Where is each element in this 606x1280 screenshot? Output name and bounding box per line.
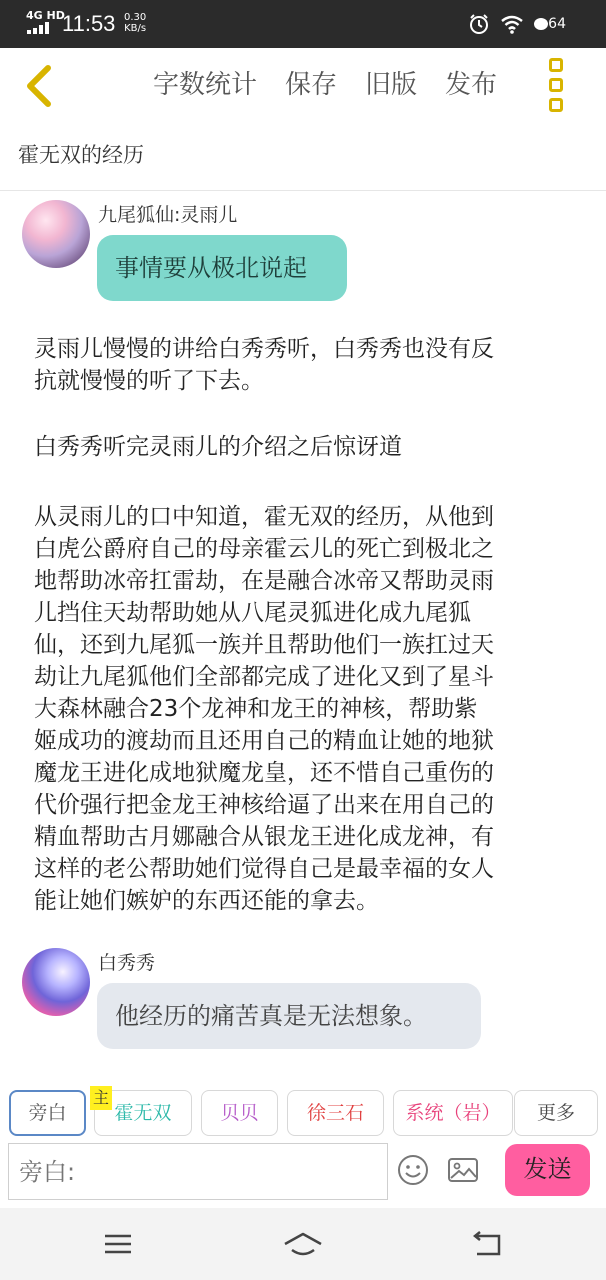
status-bar (0, 0, 606, 48)
chat-bubble[interactable]: 他经历的痛苦真是无法想象。 (97, 983, 481, 1049)
speed-value: 0.30 (124, 12, 147, 23)
battery-icon (534, 16, 566, 32)
back-nav-icon[interactable] (467, 1228, 507, 1260)
character-selector (0, 1086, 606, 1142)
narration-text[interactable]: 从灵雨儿的口中知道，霍无双的经历，从他到 白虎公爵府自己的母亲霍云儿的死亡到极北之 地帮助冰帝扛雷劫，在是融合冰帝又帮助灵雨 儿挡住天劫帮助她从八尾灵狐进化成九尾狐 仙，还到九尾狐一族并且帮助他们一族扛过天 劫让九尾狐他们全部都完成了进化又到了星斗 大森林融合23个龙神和龙王的神核，帮助紫 姬成功的渡劫而且还用自己的精血让她的地狱 魔龙王进化成地狱魔龙皇，还不惜自己重伤的 代价强行把金龙王神核给逼了出来在用自己的 精血帮助古月娜融合从银龙王进化成龙神，有 这样的老公帮助她们觉得自己是最幸福的女人 能让她们嫉妒的东西还能的拿去。 (34, 504, 494, 914)
narration-text[interactable]: 白秀秀听完灵雨儿的介绍之后惊讶道 (34, 434, 402, 460)
character-chip-beibei[interactable]: 贝贝 (201, 1090, 278, 1136)
word-count-button[interactable]: 字数统计 (153, 70, 258, 100)
send-button[interactable]: 发送 (505, 1144, 590, 1196)
divider (0, 190, 606, 191)
signal-icon (27, 22, 53, 34)
editor-toolbar (0, 48, 606, 128)
back-button[interactable] (20, 60, 60, 112)
chat-bubble[interactable]: 事情要从极北说起 (97, 235, 347, 301)
more-menu-icon[interactable] (546, 58, 568, 116)
old-version-button[interactable]: 旧版 (365, 70, 418, 100)
message-input[interactable] (8, 1143, 388, 1200)
wifi-icon (500, 14, 524, 34)
system-nav-bar (0, 1208, 606, 1280)
emoji-icon[interactable] (395, 1152, 431, 1188)
network-type: 4G HD (26, 9, 65, 22)
menu-icon[interactable] (99, 1228, 139, 1260)
image-icon[interactable] (445, 1152, 481, 1188)
character-chip-xu-sanshi[interactable]: 徐三石 (287, 1090, 384, 1136)
home-icon[interactable] (283, 1228, 323, 1260)
speaker-name: 九尾狐仙:灵雨儿 (98, 204, 238, 226)
avatar[interactable] (22, 948, 90, 1016)
network-speed (124, 12, 146, 34)
host-badge: 主 (90, 1086, 112, 1110)
alarm-icon (468, 13, 490, 35)
save-button[interactable]: 保存 (285, 70, 338, 100)
chevron-left-icon (20, 60, 60, 112)
more-characters-button[interactable]: 更多 (514, 1090, 598, 1136)
speaker-name: 白秀秀 (98, 952, 156, 974)
battery-level: 64 (548, 16, 566, 32)
clock: 11:53 (62, 11, 116, 36)
narration-text[interactable]: 灵雨儿慢慢的讲给白秀秀听，白秀秀也没有反 抗就慢慢的听了下去。 (34, 336, 494, 394)
character-chip-huo-wushuang[interactable]: 霍无双 (94, 1090, 192, 1136)
publish-button[interactable]: 发布 (445, 70, 498, 100)
speed-unit: KB/s (124, 23, 147, 34)
character-chip-system[interactable]: 系统（岩） (393, 1090, 513, 1136)
story-title[interactable]: 霍无双的经历 (18, 143, 144, 167)
character-chip-narrator[interactable]: 旁白 (9, 1090, 86, 1136)
avatar[interactable] (22, 200, 90, 268)
